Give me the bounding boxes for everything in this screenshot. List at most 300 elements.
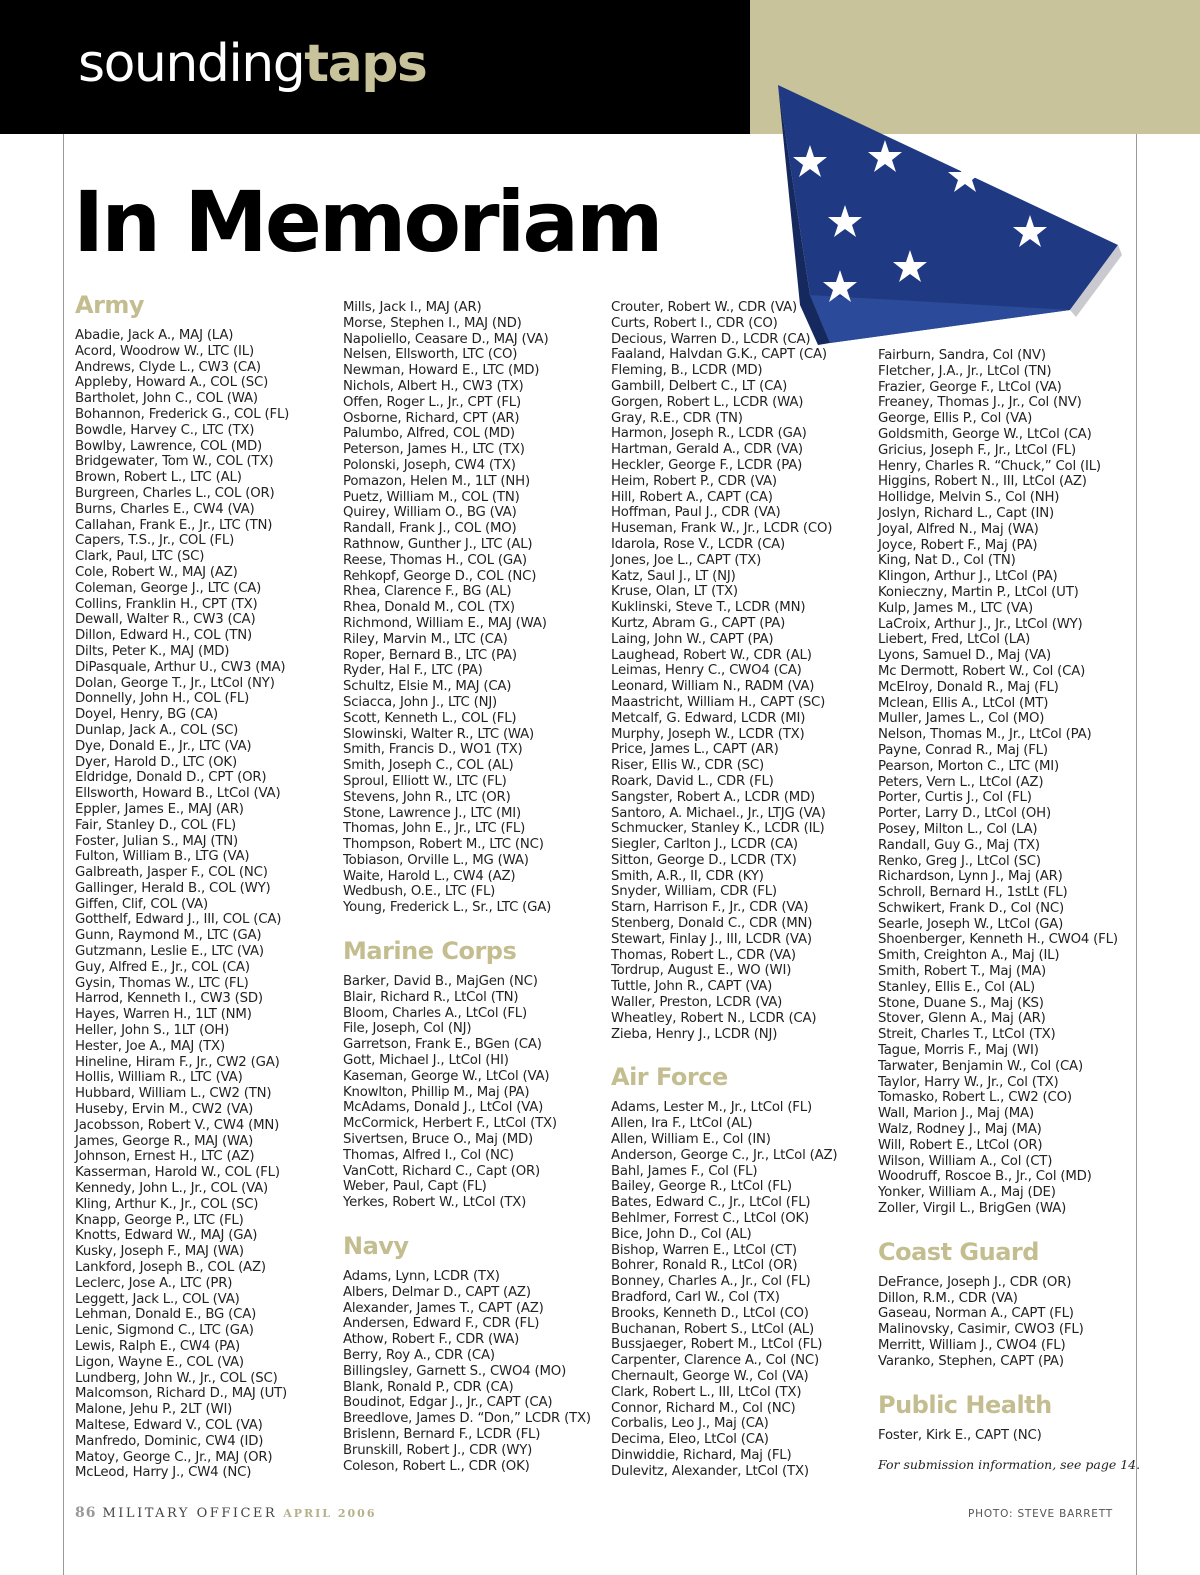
name-entry: Kling, Arthur K., Jr., COL (SC) — [75, 1196, 259, 1212]
section-heading-marine-corps: Marine Corps — [343, 937, 517, 966]
name-entry: Huseby, Ervin M., CW2 (VA) — [75, 1102, 254, 1118]
name-entry: DiPasquale, Arthur U., CW3 (MA) — [75, 659, 286, 675]
page-number: 86 — [75, 1505, 97, 1521]
name-entry: Athow, Robert F., CDR (WA) — [343, 1332, 520, 1348]
name-entry: Bartholet, John C., COL (WA) — [75, 391, 258, 407]
name-entry: Napoliello, Ceasare D., MAJ (VA) — [343, 331, 549, 347]
name-entry: Kuklinski, Steve T., LCDR (MN) — [611, 600, 806, 616]
name-entry: Maltese, Edward V., COL (VA) — [75, 1417, 263, 1433]
name-entry: Smith, Joseph C., COL (AL) — [343, 758, 514, 774]
name-entry: Callahan, Frank E., Jr., LTC (TN) — [75, 517, 273, 533]
name-entry: Metcalf, G. Edward, LCDR (MI) — [611, 710, 806, 726]
name-entry: Sitton, George D., LCDR (TX) — [611, 852, 797, 868]
name-entry: Shoenberger, Kenneth H., CWO4 (FL) — [878, 932, 1118, 948]
name-entry: Mclean, Ellis A., LtCol (MT) — [878, 695, 1049, 711]
name-entry: Crouter, Robert W., CDR (VA) — [611, 300, 798, 315]
name-entry: Dillon, R.M., CDR (VA) — [878, 1290, 1018, 1306]
name-entry: Huseman, Frank W., Jr., LCDR (CO) — [611, 521, 833, 537]
name-entry: Smith, A.R., II, CDR (KY) — [611, 868, 764, 884]
name-entry: Posey, Milton L., Col (LA) — [878, 821, 1038, 837]
name-entry: Thomas, John E., Jr., LTC (FL) — [343, 821, 526, 837]
name-entry: Gaseau, Norman A., CAPT (FL) — [878, 1306, 1074, 1322]
name-entry: Frazier, George F., LtCol (VA) — [878, 379, 1062, 395]
name-entry: Dulevitz, Alexander, LtCol (TX) — [611, 1463, 809, 1479]
name-entry: Heller, John S., 1LT (OH) — [75, 1023, 230, 1039]
name-entry: Hollis, William R., LTC (VA) — [75, 1070, 243, 1086]
name-entry: Roper, Bernard B., LTC (PA) — [343, 647, 517, 663]
name-entry: Buchanan, Robert S., LtCol (AL) — [611, 1321, 814, 1337]
name-entry: Gorgen, Robert L., LCDR (WA) — [611, 394, 804, 410]
column-3 — [611, 300, 879, 1480]
name-entry: Bonney, Charles A., Jr., Col (FL) — [611, 1274, 811, 1290]
name-entry: Katz, Saul J., LT (NJ) — [611, 568, 736, 584]
name-entry: Kruse, Olan, LT (TX) — [611, 584, 738, 600]
name-entry: Capers, T.S., Jr., COL (FL) — [75, 533, 235, 549]
name-entry: Morse, Stephen I., MAJ (ND) — [343, 315, 522, 331]
name-entry: Porter, Curtis J., Col (FL) — [878, 790, 1032, 806]
name-entry: Wilson, William A., Col (CT) — [878, 1153, 1053, 1169]
name-entry: Lenic, Sigmond C., LTC (GA) — [75, 1323, 254, 1339]
name-entry: Peterson, James H., LTC (TX) — [343, 442, 525, 458]
marine-corps-list — [343, 974, 611, 1211]
name-entry: Santoro, A. Michael., Jr., LTJG (VA) — [611, 805, 826, 821]
name-entry: Tuttle, John R., CAPT (VA) — [611, 979, 773, 995]
name-entry: Sciacca, John J., LTC (NJ) — [343, 694, 498, 710]
name-entry: Blair, Richard R., LtCol (TN) — [343, 989, 519, 1005]
name-entry: File, Joseph, Col (NJ) — [343, 1021, 472, 1037]
name-entry: Tague, Morris F., Maj (WI) — [878, 1043, 1039, 1059]
name-entry: Eldridge, Donald D., CPT (OR) — [75, 770, 267, 786]
name-entry: Peters, Vern L., LtCol (AZ) — [878, 774, 1044, 790]
issue-date: APRIL 2006 — [283, 1507, 377, 1520]
name-entry: Konieczny, Martin P., LtCol (UT) — [878, 584, 1079, 600]
name-entry: Murphy, Joseph W., LCDR (TX) — [611, 726, 805, 742]
name-entry: Higgins, Robert N., III, LtCol (AZ) — [878, 474, 1087, 490]
name-entry: Bloom, Charles A., LtCol (FL) — [343, 1005, 527, 1021]
name-entry: Rehkopf, George D., COL (NC) — [343, 568, 537, 584]
submission-note: For submission information, see page 14. — [878, 1457, 1141, 1473]
name-entry: Yonker, William A., Maj (DE) — [878, 1185, 1056, 1201]
name-entry: Puetz, William M., COL (TN) — [343, 489, 520, 505]
name-entry: Thomas, Robert L., CDR (VA) — [611, 947, 796, 963]
name-entry: Adams, Lynn, LCDR (TX) — [343, 1269, 500, 1285]
name-entry: Joyal, Alfred N., Maj (WA) — [878, 521, 1039, 537]
name-entry: VanCott, Richard C., Capt (OR) — [343, 1163, 541, 1179]
name-entry: Hayes, Warren H., 1LT (NM) — [75, 1007, 252, 1023]
brand-bold: taps — [304, 34, 427, 94]
name-entry: McAdams, Donald J., LtCol (VA) — [343, 1100, 544, 1116]
name-entry: Reese, Thomas H., COL (GA) — [343, 552, 527, 568]
name-entry: Matoy, George C., Jr., MAJ (OR) — [75, 1449, 273, 1465]
name-entry: Kusky, Joseph F., MAJ (WA) — [75, 1244, 244, 1260]
name-entry: Dyer, Harold D., LTC (OK) — [75, 754, 237, 770]
name-entry: Foster, Kirk E., CAPT (NC) — [878, 1427, 1042, 1443]
name-entry: Coleman, George J., LTC (CA) — [75, 580, 262, 596]
name-entry: Fulton, William B., LTG (VA) — [75, 849, 250, 865]
name-entry: Allen, Ira F., LtCol (AL) — [611, 1116, 753, 1132]
name-entry: Dewall, Walter R., CW3 (CA) — [75, 612, 256, 628]
name-entry: DeFrance, Joseph J., CDR (OR) — [878, 1274, 1072, 1290]
name-entry: Slowinski, Walter R., LTC (WA) — [343, 726, 535, 742]
name-entry: Lewis, Ralph E., CW4 (PA) — [75, 1339, 241, 1354]
name-entry: Ryder, Hal F., LTC (PA) — [343, 663, 483, 679]
page-title: In Memoriam — [73, 173, 661, 271]
name-entry: Adams, Lester M., Jr., LtCol (FL) — [611, 1100, 812, 1116]
name-entry: Joslyn, Richard L., Capt (IN) — [878, 505, 1054, 521]
name-entry: LaCroix, Arthur J., Jr., LtCol (WY) — [878, 616, 1083, 632]
name-entry: Malone, Jehu P., 2LT (WI) — [75, 1402, 233, 1418]
name-entry: Heckler, George F., LCDR (PA) — [611, 457, 803, 473]
name-entry: Eppler, James E., MAJ (AR) — [75, 801, 244, 817]
name-entry: Decima, Eleo, LtCol (CA) — [611, 1432, 769, 1448]
name-entry: Fair, Stanley D., COL (FL) — [75, 817, 236, 833]
name-entry: Blank, Ronald P., CDR (CA) — [343, 1379, 514, 1395]
name-entry: Bussjaeger, Robert M., LtCol (FL) — [611, 1337, 823, 1353]
name-entry: Decious, Warren D., LCDR (CA) — [611, 331, 811, 347]
name-entry: Kurtz, Abram G., CAPT (PA) — [611, 615, 786, 631]
name-entry: Stone, Duane S., Maj (KS) — [878, 995, 1044, 1011]
name-entry: Nelsen, Ellsworth, LTC (CO) — [343, 347, 518, 363]
name-entry: Burgreen, Charles L., COL (OR) — [75, 485, 275, 501]
name-entry: Behlmer, Forrest C., LtCol (OK) — [611, 1211, 810, 1227]
name-entry: Wheatley, Robert N., LCDR (CA) — [611, 1010, 817, 1026]
name-entry: Woodruff, Roscoe B., Jr., Col (MD) — [878, 1169, 1092, 1185]
name-entry: Ligon, Wayne E., COL (VA) — [75, 1354, 244, 1370]
name-entry: Waite, Harold L., CW4 (AZ) — [343, 868, 516, 884]
name-entry: Sangster, Robert A., LCDR (MD) — [611, 789, 816, 805]
name-entry: Idarola, Rose V., LCDR (CA) — [611, 536, 786, 552]
name-entry: Gunn, Raymond M., LTC (GA) — [75, 928, 262, 944]
army-list-continued — [343, 300, 611, 916]
name-entry: Dillon, Edward H., COL (TN) — [75, 628, 252, 644]
name-entry: Gricius, Joseph F., Jr., LtCol (FL) — [878, 442, 1076, 458]
left-rule — [63, 134, 64, 1575]
name-entry: Alexander, James T., CAPT (AZ) — [343, 1300, 544, 1316]
name-entry: Osborne, Richard, CPT (AR) — [343, 410, 520, 426]
name-entry: Henry, Charles R. “Chuck,” Col (IL) — [878, 458, 1101, 474]
name-entry: Schmucker, Stanley K., LCDR (IL) — [611, 821, 825, 837]
name-entry: Bohrer, Ronald R., LtCol (OR) — [611, 1258, 798, 1274]
name-entry: Hoffman, Paul J., CDR (VA) — [611, 505, 781, 521]
name-entry: Young, Frederick L., Sr., LTC (GA) — [343, 900, 552, 916]
name-entry: Gallinger, Herald B., COL (WY) — [75, 880, 271, 896]
name-entry: Brislenn, Bernard F., LCDR (FL) — [343, 1427, 541, 1442]
name-entry: Kasserman, Harold W., COL (FL) — [75, 1165, 280, 1181]
magazine-name: MILITARY OFFICER — [102, 1506, 278, 1521]
name-entry: Smith, Francis D., WO1 (TX) — [343, 742, 523, 758]
name-entry: Brooks, Kenneth D., LtCol (CO) — [611, 1305, 809, 1321]
name-entry: Albers, Delmar D., CAPT (AZ) — [343, 1284, 531, 1300]
name-entry: Hester, Joe A., MAJ (TX) — [75, 1038, 225, 1054]
name-entry: Fleming, B., LCDR (MD) — [611, 363, 763, 379]
name-entry: Starn, Harrison F., Jr., CDR (VA) — [611, 900, 809, 916]
name-entry: Johnson, Ernest H., LTC (AZ) — [75, 1149, 255, 1165]
name-entry: Fairburn, Sandra, Col (NV) — [878, 348, 1046, 363]
name-entry: Price, James L., CAPT (AR) — [611, 742, 779, 758]
name-entry: Zieba, Henry J., LCDR (NJ) — [611, 1026, 778, 1042]
navy-list-continued — [611, 300, 879, 1042]
name-entry: Coleson, Robert L., CDR (OK) — [343, 1458, 530, 1474]
name-entry: Stover, Glenn A., Maj (AR) — [878, 1011, 1046, 1027]
name-entry: Donnelly, John H., COL (FL) — [75, 691, 250, 707]
name-entry: Mc Dermott, Robert W., Col (CA) — [878, 663, 1086, 679]
name-entry: Gott, Michael J., LtCol (HI) — [343, 1053, 509, 1069]
section-heading-coast-guard: Coast Guard — [878, 1237, 1039, 1266]
name-entry: Dinwiddie, Richard, Maj (FL) — [611, 1447, 792, 1463]
name-entry: Taylor, Harry W., Jr., Col (TX) — [878, 1074, 1059, 1090]
name-entry: Bahl, James F., Col (FL) — [611, 1163, 758, 1179]
name-entry: McLeod, Harry J., CW4 (NC) — [75, 1465, 252, 1481]
name-entry: Acord, Woodrow W., LTC (IL) — [75, 343, 254, 359]
name-entry: Jacobsson, Robert V., CW4 (MN) — [75, 1117, 280, 1133]
name-entry: Waller, Preston, LCDR (VA) — [611, 995, 783, 1011]
name-entry: Searle, Joseph W., LtCol (GA) — [878, 916, 1064, 932]
name-entry: Weber, Paul, Capt (FL) — [343, 1179, 487, 1195]
name-entry: Bowdle, Harvey C., LTC (TX) — [75, 422, 255, 438]
name-entry: Knotts, Edward W., MAJ (GA) — [75, 1228, 258, 1244]
name-entry: Harmon, Joseph R., LCDR (GA) — [611, 426, 807, 442]
name-entry: Quirey, William O., BG (VA) — [343, 505, 517, 521]
name-entry: Hubbard, William L., CW2 (TN) — [75, 1086, 272, 1102]
name-entry: Curts, Robert I., CDR (CO) — [611, 315, 778, 331]
name-entry: Stewart, Finlay J., III, LCDR (VA) — [611, 931, 812, 947]
name-entry: Dolan, George T., Jr., LtCol (NY) — [75, 675, 275, 691]
column-2 — [343, 300, 611, 1474]
name-entry: Newman, Howard E., LTC (MD) — [343, 363, 540, 379]
name-entry: Barker, David B., MajGen (NC) — [343, 974, 538, 990]
name-entry: Kennedy, John L., Jr., COL (VA) — [75, 1181, 269, 1197]
name-entry: Berry, Roy A., CDR (CA) — [343, 1348, 495, 1364]
name-entry: Cole, Robert W., MAJ (AZ) — [75, 564, 238, 580]
name-entry: Tordrup, August E., WO (WI) — [611, 963, 792, 979]
name-entry: Andrews, Clyde L., CW3 (CA) — [75, 359, 261, 375]
name-entry: Gambill, Delbert C., LT (CA) — [611, 378, 788, 394]
name-entry: Randall, Frank J., COL (MO) — [343, 521, 517, 537]
name-entry: Nichols, Albert H., CW3 (TX) — [343, 378, 524, 394]
name-entry: Gray, R.E., CDR (TN) — [611, 410, 743, 426]
name-entry: Pomazon, Helen M., 1LT (NH) — [343, 473, 530, 489]
name-entry: Hartman, Gerald A., CDR (VA) — [611, 442, 803, 458]
section-heading-navy: Navy — [343, 1232, 409, 1261]
name-entry: Bowlby, Lawrence, COL (MD) — [75, 438, 263, 454]
name-entry: McElroy, Donald R., Maj (FL) — [878, 679, 1059, 695]
name-entry: Will, Robert E., LtCol (OR) — [878, 1137, 1043, 1153]
name-entry: Lankford, Joseph B., COL (AZ) — [75, 1260, 266, 1276]
name-entry: Clark, Robert L., III, LtCol (TX) — [611, 1384, 802, 1400]
name-entry: Rhea, Donald M., COL (TX) — [343, 600, 515, 616]
name-entry: Ellsworth, Howard B., LtCol (VA) — [75, 786, 281, 802]
name-entry: Guy, Alfred E., Jr., COL (CA) — [75, 959, 250, 975]
name-entry: Carpenter, Clarence A., Col (NC) — [611, 1353, 819, 1369]
name-entry: Dye, Donald E., Jr., LTC (VA) — [75, 738, 252, 754]
name-entry: Connor, Richard M., Col (NC) — [611, 1400, 796, 1416]
name-entry: James, George R., MAJ (WA) — [75, 1133, 254, 1149]
name-entry: Andersen, Edward F., CDR (FL) — [343, 1316, 540, 1332]
name-entry: Galbreath, Jasper F., COL (NC) — [75, 865, 268, 881]
name-entry: Lyons, Samuel D., Maj (VA) — [878, 648, 1052, 664]
name-entry: Knapp, George P., LTC (FL) — [75, 1212, 244, 1228]
name-entry: Riley, Marvin M., LTC (CA) — [343, 631, 508, 647]
name-entry: Lehman, Donald E., BG (CA) — [75, 1307, 257, 1323]
name-entry: Richmond, William E., MAJ (WA) — [343, 615, 547, 631]
name-entry: McCormick, Herbert F., LtCol (TX) — [343, 1116, 557, 1132]
section-brand — [78, 34, 427, 94]
name-entry: Garretson, Frank E., BGen (CA) — [343, 1037, 542, 1053]
name-entry: Offen, Roger L., Jr., CPT (FL) — [343, 394, 522, 410]
name-entry: Breedlove, James D. “Don,” LCDR (TX) — [343, 1411, 591, 1427]
name-entry: Nelson, Thomas M., Jr., LtCol (PA) — [878, 727, 1092, 743]
name-entry: Payne, Conrad R., Maj (FL) — [878, 742, 1048, 758]
public-health-list — [878, 1428, 1146, 1444]
name-entry: Boudinot, Edgar J., Jr., CAPT (CA) — [343, 1395, 553, 1411]
name-entry: Streit, Charles T., LtCol (TX) — [878, 1027, 1056, 1043]
name-entry: Klingon, Arthur J., LtCol (PA) — [878, 569, 1058, 585]
name-entry: Kulp, James M., LTC (VA) — [878, 600, 1033, 616]
name-entry: Merritt, William J., CWO4 (FL) — [878, 1338, 1066, 1354]
name-entry: Mills, Jack I., MAJ (AR) — [343, 300, 482, 315]
name-entry: Porter, Larry D., LtCol (OH) — [878, 806, 1051, 822]
navy-list — [343, 1269, 611, 1474]
name-entry: Smith, Robert T., Maj (MA) — [878, 964, 1046, 980]
name-entry: Zoller, Virgil L., BrigGen (WA) — [878, 1201, 1067, 1217]
name-entry: Leclerc, Jose A., LTC (PR) — [75, 1275, 233, 1291]
name-entry: Burns, Charles E., CW4 (VA) — [75, 501, 255, 517]
name-entry: Kaseman, George W., LtCol (VA) — [343, 1068, 550, 1084]
name-entry: Renko, Greg J., LtCol (SC) — [878, 853, 1041, 869]
name-entry: Malinovsky, Casimir, CWO3 (FL) — [878, 1322, 1084, 1338]
name-entry: Abadie, Jack A., MAJ (LA) — [75, 328, 234, 343]
name-entry: Yerkes, Robert W., LtCol (TX) — [343, 1195, 527, 1211]
name-entry: Anderson, George C., Jr., LtCol (AZ) — [611, 1147, 838, 1163]
name-entry: Foster, Julian S., MAJ (TN) — [75, 833, 238, 849]
name-entry: Heim, Robert P., CDR (VA) — [611, 473, 777, 489]
name-entry: Stenberg, Donald C., CDR (MN) — [611, 916, 813, 932]
name-entry: Collins, Franklin H., CPT (TX) — [75, 596, 258, 612]
name-entry: Hill, Robert A., CAPT (CA) — [611, 489, 773, 505]
name-entry: Bice, John D., Col (AL) — [611, 1226, 752, 1242]
name-entry: Thompson, Robert M., LTC (NC) — [343, 837, 544, 853]
name-entry: Corbalis, Leo J., Maj (CA) — [611, 1416, 769, 1432]
name-entry: Laughead, Robert W., CDR (AL) — [611, 647, 812, 663]
name-entry: Joyce, Robert F., Maj (PA) — [878, 537, 1038, 553]
section-heading-public-health: Public Health — [878, 1390, 1052, 1419]
name-entry: Lundberg, John W., Jr., COL (SC) — [75, 1370, 278, 1386]
brand-light: sounding — [78, 34, 305, 94]
name-entry: Chernault, George W., Col (VA) — [611, 1369, 809, 1384]
name-entry: King, Nat D., Col (TN) — [878, 553, 1016, 569]
name-entry: Sproul, Elliott W., LTC (FL) — [343, 773, 507, 789]
name-entry: Dunlap, Jack A., COL (SC) — [75, 722, 239, 738]
name-entry: Richardson, Lynn J., Maj (AR) — [878, 869, 1063, 885]
name-entry: Gotthelf, Edward J., III, COL (CA) — [75, 912, 282, 928]
name-entry: Smith, Creighton A., Maj (IL) — [878, 948, 1060, 964]
name-entry: Wall, Marion J., Maj (MA) — [878, 1106, 1034, 1122]
name-entry: Rathnow, Gunther J., LTC (AL) — [343, 536, 533, 552]
name-entry: Goldsmith, George W., LtCol (CA) — [878, 426, 1092, 442]
name-entry: Tobiason, Orville L., MG (WA) — [343, 852, 529, 868]
name-entry: Snyder, William, CDR (FL) — [611, 884, 777, 900]
name-entry: Varanko, Stephen, CAPT (PA) — [878, 1353, 1064, 1369]
name-entry: Stevens, John R., LTC (OR) — [343, 789, 511, 805]
name-entry: Schroll, Bernard H., 1stLt (FL) — [878, 885, 1068, 901]
column-1 — [75, 290, 343, 1481]
photo-credit: PHOTO: STEVE BARRETT — [968, 1508, 1113, 1520]
air-force-list — [611, 1100, 879, 1479]
name-entry: Harrod, Kenneth I., CW3 (SD) — [75, 991, 263, 1007]
name-entry: Manfredo, Dominic, CW4 (ID) — [75, 1433, 264, 1449]
air-force-list-continued — [878, 348, 1146, 1217]
name-entry: Hineline, Hiram F., Jr., CW2 (GA) — [75, 1054, 280, 1070]
footer-folio — [75, 1505, 377, 1521]
name-entry: Bridgewater, Tom W., COL (TX) — [75, 454, 274, 470]
name-entry: Wedbush, O.E., LTC (FL) — [343, 884, 496, 900]
name-entry: George, Ellis P., Col (VA) — [878, 411, 1033, 427]
name-entry: Malcomson, Richard D., MAJ (UT) — [75, 1386, 288, 1402]
name-entry: Knowlton, Phillip M., Maj (PA) — [343, 1084, 530, 1100]
name-entry: Leonard, William N., RADM (VA) — [611, 679, 815, 695]
name-entry: Liebert, Fred, LtCol (LA) — [878, 632, 1031, 648]
name-entry: Schwikert, Frank D., Col (NC) — [878, 900, 1065, 916]
name-entry: Laing, John W., CAPT (PA) — [611, 631, 774, 647]
name-entry: Leimas, Henry C., CWO4 (CA) — [611, 663, 802, 679]
name-entry: Jones, Joe L., CAPT (TX) — [611, 552, 762, 568]
header-bar — [0, 0, 750, 134]
name-entry: Stanley, Ellis E., Col (AL) — [878, 979, 1035, 995]
name-entry: Maastricht, William H., CAPT (SC) — [611, 694, 826, 710]
name-entry: Pearson, Morton C., LTC (MI) — [878, 758, 1059, 774]
section-heading-air-force: Air Force — [611, 1063, 728, 1092]
name-entry: Faaland, Halvdan G.K., CAPT (CA) — [611, 347, 827, 363]
name-entry: Polonski, Joseph, CW4 (TX) — [343, 457, 516, 473]
name-entry: Allen, William E., Col (IN) — [611, 1132, 771, 1148]
name-entry: Siegler, Carlton J., LCDR (CA) — [611, 837, 798, 853]
name-entry: Tarwater, Benjamin W., Col (CA) — [878, 1058, 1083, 1074]
name-entry: Schultz, Elsie M., MAJ (CA) — [343, 679, 512, 695]
name-entry: Thomas, Alfred I., Col (NC) — [343, 1147, 514, 1163]
name-entry: Appleby, Howard A., COL (SC) — [75, 375, 269, 391]
name-entry: Gysin, Thomas W., LTC (FL) — [75, 975, 249, 991]
name-entry: Doyel, Henry, BG (CA) — [75, 707, 218, 723]
army-list — [75, 328, 343, 1481]
name-entry: Stone, Lawrence J., LTC (MI) — [343, 805, 521, 821]
name-entry: Muller, James L., Col (MO) — [878, 711, 1045, 727]
name-entry: Rhea, Clarence F., BG (AL) — [343, 584, 512, 600]
name-entry: Sivertsen, Bruce O., Maj (MD) — [343, 1132, 534, 1148]
coast-guard-list — [878, 1275, 1146, 1370]
name-entry: Fletcher, J.A., Jr., LtCol (TN) — [878, 363, 1052, 379]
name-entry: Bohannon, Frederick G., COL (FL) — [75, 406, 290, 422]
name-entry: Leggett, Jack L., COL (VA) — [75, 1291, 240, 1307]
name-entry: Palumbo, Alfred, COL (MD) — [343, 426, 515, 442]
name-entry: Bates, Edward C., Jr., LtCol (FL) — [611, 1195, 811, 1211]
name-entry: Clark, Paul, LTC (SC) — [75, 549, 205, 565]
name-entry: Riser, Ellis W., CDR (SC) — [611, 758, 764, 774]
name-entry: Randall, Guy G., Maj (TX) — [878, 837, 1040, 853]
name-entry: Hollidge, Melvin S., Col (NH) — [878, 490, 1060, 506]
section-heading-army: Army — [75, 291, 145, 319]
name-entry: Brunskill, Robert J., CDR (WY) — [343, 1442, 533, 1458]
name-entry: Bailey, George R., LtCol (FL) — [611, 1179, 792, 1195]
name-entry: Bradford, Carl W., Col (TX) — [611, 1290, 780, 1306]
name-entry: Roark, David L., CDR (FL) — [611, 773, 774, 789]
name-entry: Scott, Kenneth L., COL (FL) — [343, 710, 517, 726]
name-entry: Walz, Rodney J., Maj (MA) — [878, 1122, 1042, 1138]
name-entry: Bishop, Warren E., LtCol (CT) — [611, 1242, 797, 1258]
name-entry: Freaney, Thomas J., Jr., Col (NV) — [878, 395, 1082, 411]
column-4 — [878, 348, 1146, 1472]
name-entry: Dilts, Peter K., MAJ (MD) — [75, 643, 230, 659]
name-entry: Gutzmann, Leslie E., LTC (VA) — [75, 944, 264, 960]
